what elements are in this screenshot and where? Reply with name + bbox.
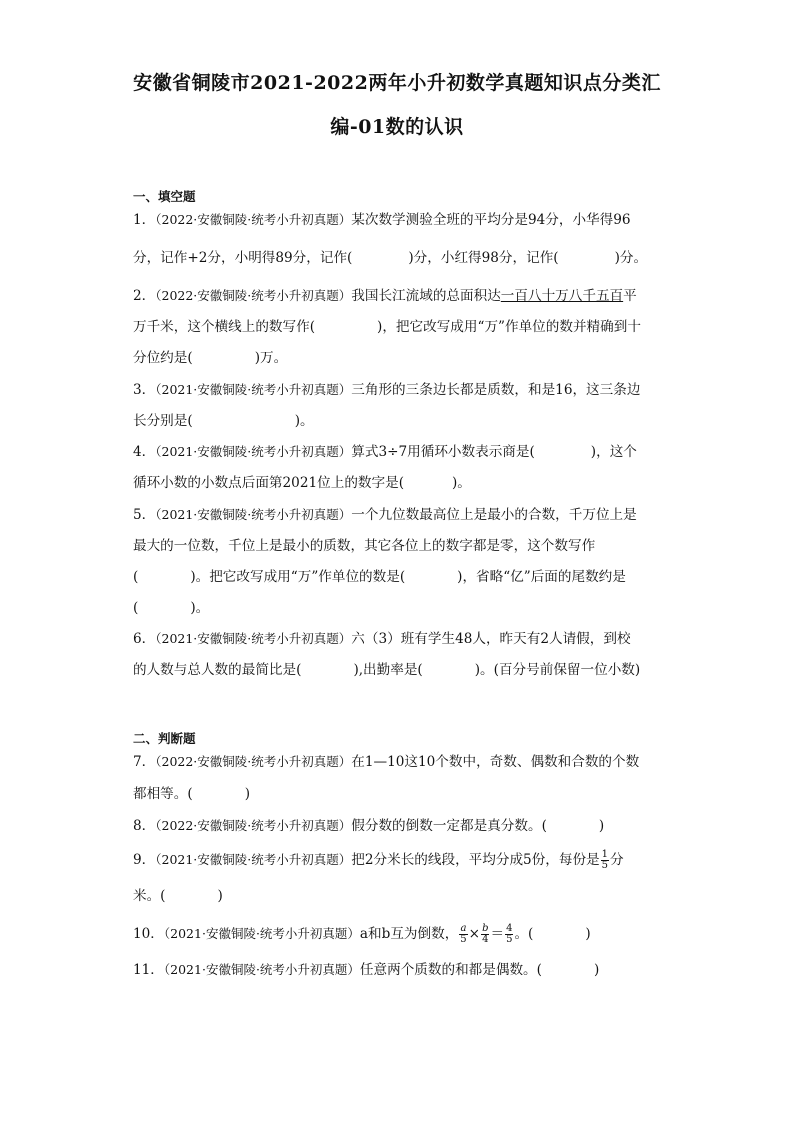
question-text: 都相等。( xyxy=(133,786,193,802)
question-number: 1． xyxy=(133,212,156,228)
question-text: ),出勤率是( xyxy=(353,662,423,678)
question-text: a和b互为倒数， xyxy=(359,926,459,942)
question-text: 米。( xyxy=(133,888,166,904)
question-number: 6． xyxy=(133,631,156,647)
question-5-line4 xyxy=(133,598,663,618)
question-9-line2 xyxy=(133,886,663,906)
question-4-line1 xyxy=(133,442,663,462)
question-text: ) xyxy=(244,786,250,802)
question-10-line1 xyxy=(133,924,663,945)
question-text: )万。 xyxy=(254,350,288,366)
question-text: 分 xyxy=(610,852,624,868)
question-number: 10． xyxy=(133,926,164,942)
fraction-b-over-4 xyxy=(481,924,489,945)
question-8-line1 xyxy=(133,816,663,836)
question-text: 六（3）班有学生48人，昨天有2人请假，到校 xyxy=(351,631,631,647)
fraction-numerator: 1 xyxy=(601,849,609,860)
question-text: )，把它改写成用“万”作单位的数并精确到十 xyxy=(377,319,641,335)
question-7-line2 xyxy=(133,784,663,804)
question-source: （2021·安徽铜陵·统考小升初真题） xyxy=(155,631,352,646)
question-number: 2． xyxy=(133,288,156,304)
fraction-a-over-5 xyxy=(459,924,467,945)
equals-sign: ＝ xyxy=(490,926,505,942)
fraction-numerator: a xyxy=(460,923,467,934)
question-source: （2022·安徽铜陵·统考小升初真题） xyxy=(155,288,352,303)
fraction-denominator: 4 xyxy=(482,934,489,945)
question-source: （2022·安徽铜陵·统考小升初真题） xyxy=(155,754,352,769)
fraction-denominator: 5 xyxy=(601,860,609,871)
question-3-line2 xyxy=(133,411,663,431)
question-text: )。 xyxy=(190,600,210,616)
question-text: 最大的一位数，千位上是最小的质数，其它各位上的数字都是零，这个数写作 xyxy=(133,538,596,554)
question-text: )。 xyxy=(452,475,471,491)
question-5-line3 xyxy=(133,567,663,587)
question-text: )分，小红得98分，记作( xyxy=(408,250,559,266)
question-source: （2021·安徽铜陵·统考小升初真题） xyxy=(163,962,360,977)
question-text: ) xyxy=(598,818,605,834)
times-sign: × xyxy=(468,926,481,942)
question-source: （2021·安徽铜陵·统考小升初真题） xyxy=(163,926,360,941)
question-2-line1 xyxy=(133,286,663,306)
question-text: 平 xyxy=(623,288,637,304)
question-source: （2021·安徽铜陵·统考小升初真题） xyxy=(155,444,352,459)
fraction-one-fifth xyxy=(601,850,609,871)
question-11-line1 xyxy=(133,960,663,980)
question-text: 一个九位数最高位上是最小的合数，千万位上是 xyxy=(351,507,637,523)
question-text: ( xyxy=(133,600,139,616)
question-number: 7． xyxy=(133,754,156,770)
question-text: 循环小数的小数点后面第2021位上的数字是( xyxy=(133,475,404,491)
question-text: )，省略“亿”后面的尾数约是 xyxy=(457,569,626,585)
question-3-line1 xyxy=(133,380,663,400)
question-text: )，这个 xyxy=(590,444,637,460)
question-text: ) xyxy=(585,926,591,942)
question-5-line1 xyxy=(133,505,663,525)
question-source: （2021·安徽铜陵·统考小升初真题） xyxy=(155,507,352,522)
question-number: 5． xyxy=(133,507,156,523)
question-6-line2 xyxy=(133,660,663,680)
question-5-line2 xyxy=(133,536,663,556)
fraction-numerator: b xyxy=(482,923,489,934)
section-true-false: 二、判断题 xyxy=(133,731,196,746)
question-4-line2 xyxy=(133,473,663,493)
underlined-number-words: 一百八十万八千五百 xyxy=(500,288,624,304)
document-title-line2: 编-01数的认识 xyxy=(330,116,464,138)
question-number: 4． xyxy=(133,444,156,460)
question-9-line1 xyxy=(133,850,663,871)
question-text: 。( xyxy=(514,926,534,942)
fraction-denominator: 5 xyxy=(506,934,513,945)
fraction-numerator: 4 xyxy=(506,923,513,934)
question-1-line2 xyxy=(133,248,663,268)
question-text: 假分数的倒数一定都是真分数。( xyxy=(351,818,547,834)
question-text: )。(百分号前保留一位小数) xyxy=(474,662,641,678)
section-fill-in: 一、填空题 xyxy=(133,189,196,204)
question-2-line3 xyxy=(133,348,663,368)
question-7-line1 xyxy=(133,752,663,772)
question-text: 分位约是( xyxy=(133,350,193,366)
question-text: )。 xyxy=(294,413,314,429)
question-text: ) xyxy=(593,962,600,978)
question-1-line1 xyxy=(133,210,663,230)
question-number: 8． xyxy=(133,818,156,834)
question-text: 长分别是( xyxy=(133,413,193,429)
question-text: 在1—10这10个数中，奇数、偶数和合数的个数 xyxy=(351,754,640,770)
question-text: ) xyxy=(217,888,223,904)
question-number: 11． xyxy=(133,962,164,978)
question-source: （2021·安徽铜陵·统考小升初真题） xyxy=(155,382,352,397)
fraction-4-over-5 xyxy=(505,924,513,945)
question-text: 我国长江流域的总面积达 xyxy=(351,288,501,304)
question-text: 算式3÷7用循环小数表示商是( xyxy=(351,444,535,460)
question-source: （2022·安徽铜陵·统考小升初真题） xyxy=(155,818,352,833)
question-number: 3． xyxy=(133,382,156,398)
question-text: 分，记作+2分，小明得89分，记作( xyxy=(133,250,353,266)
question-text: ( xyxy=(133,569,139,585)
question-number: 9． xyxy=(133,852,156,868)
question-source: （2022·安徽铜陵·统考小升初真题） xyxy=(155,212,352,227)
question-text: )。把它改写成用“万”作单位的数是( xyxy=(190,569,406,585)
document-title-line1: 安徽省铜陵市2021-2022两年小升初数学真题知识点分类汇 xyxy=(133,72,661,94)
question-text: 任意两个质数的和都是偶数。( xyxy=(359,962,542,978)
question-text: 把2分米长的线段，平均分成5份，每份是 xyxy=(351,852,600,868)
question-text: )分。 xyxy=(614,250,648,266)
question-text: 某次数学测验全班的平均分是94分，小华得96 xyxy=(351,212,631,228)
question-6-line1 xyxy=(133,629,663,649)
fraction-denominator: 5 xyxy=(460,934,467,945)
question-2-line2 xyxy=(133,317,663,337)
question-text: 万千米，这个横线上的数写作( xyxy=(133,319,316,335)
question-source: （2021·安徽铜陵·统考小升初真题） xyxy=(155,852,352,867)
question-text: 的人数与总人数的最简比是( xyxy=(133,662,302,678)
question-text: 三角形的三条边长都是质数，和是16，这三条边 xyxy=(351,382,641,398)
